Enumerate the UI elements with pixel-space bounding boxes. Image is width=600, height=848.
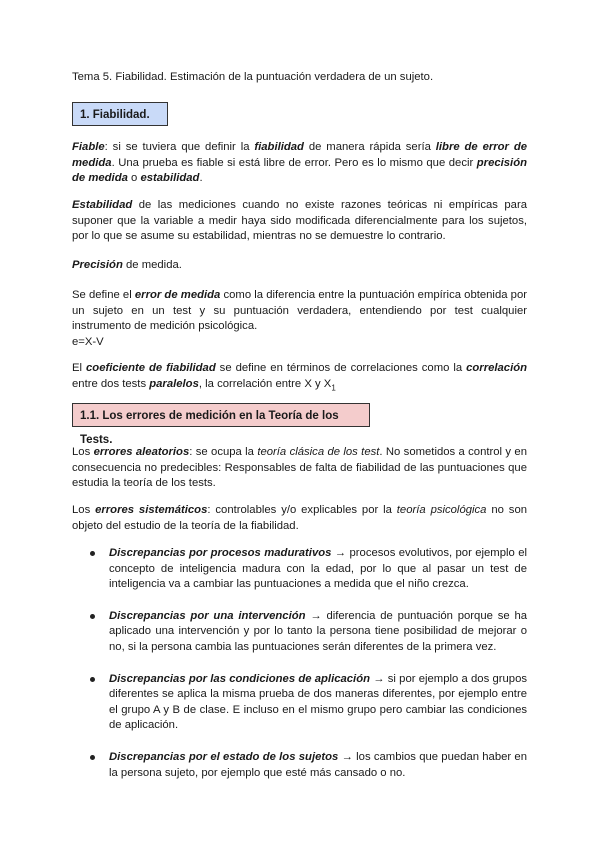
section-heading-errores-medicion: 1.1. Los errores de medición en la Teoría de los Tests. bbox=[72, 403, 370, 427]
paragraph-precision: Precisión de medida. bbox=[72, 259, 182, 271]
bullet-icon bbox=[90, 755, 95, 760]
list-item: Discrepancias por el estado de los sujetos → los cambios que puedan haber en la persona sujeto, por ejemplo que esté más cansado o no. bbox=[90, 750, 527, 781]
list-item: Discrepancias por procesos madurativos → procesos evolutivos, por ejemplo el concepto de inteligencia madura con la edad, por lo que al pasar un test de inteligencia va a cambiar las puntuaciones a medida que el niño crezca. bbox=[90, 546, 527, 593]
paragraph-errores-aleatorios: Los errores aleatorios: se ocupa la teoría clásica de los test. No sometidos a control y en consecuencia no predecibles: Responsables de falta de fiabilidad de las puntuaciones que estudia la teoría de los tests. bbox=[72, 446, 527, 490]
paragraph-errores-sistematicos: Los errores sistemáticos: controlables y/o explicables por la teoría psicológica no son objeto del estudio de la teoría de la fiabilidad. bbox=[72, 504, 528, 532]
list-item: Discrepancias por una intervención → diferencia de puntuación porque se ha aplicado una intervención y por lo tanto la persona tiene posibilidad de mejorar o no, si la persona cambia las puntuaciones serán diferentes de la primera vez. bbox=[90, 609, 527, 656]
bullet-icon bbox=[90, 551, 95, 556]
paragraph-estabilidad: Estabilidad de las mediciones cuando no existe razones teóricas ni empíricas para suponer que la variable a medir haya sido modificada diferencialmente para los sujetos, por lo que se asume su estabilidad, mientras no se demuestre lo contrario. bbox=[72, 199, 527, 243]
document-header: Tema 5. Fiabilidad. Estimación de la puntuación verdadera de un sujeto. bbox=[72, 71, 434, 83]
discrepancias-list bbox=[90, 546, 527, 781]
formula-error: e=X-V bbox=[72, 335, 104, 348]
section-heading-fiabilidad: 1. Fiabilidad. bbox=[72, 102, 168, 126]
paragraph-coeficiente: El coeficiente de fiabilidad se define en términos de correlaciones como la correlación entre dos tests paralelos, la correlación entre X y $X_1$ bbox=[72, 362, 528, 392]
list-item: Discrepancias por las condiciones de aplicación → si por ejemplo a dos grupos diferentes se aplica la misma prueba de dos maneras diferentes, por ejemplo entre el grupo A y B de clase. E incluso en el mismo grupo pero cambiar las condiciones de aplicación. bbox=[90, 672, 527, 734]
paragraph-error-medida: Se define el error de medida como la diferencia entre la puntuación empírica obtenida por un sujeto en un test y su puntuación verdadera, entendiendo por test cualquier instrumento de medición psicológica. e=X-V bbox=[72, 289, 527, 348]
bullet-icon bbox=[90, 614, 95, 619]
paragraph-fiable: Fiable: si se tuviera que definir la fiabilidad de manera rápida sería libre de error de medida. Una prueba es fiable si está libre de error. Pero es lo mismo que decir precisión de medida o estabilidad. bbox=[72, 141, 528, 185]
bullet-icon bbox=[90, 677, 95, 682]
